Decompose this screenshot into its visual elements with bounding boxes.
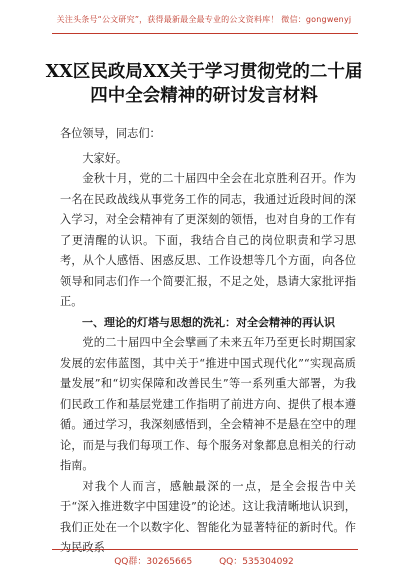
greeting: 大家好。 <box>82 151 128 165</box>
section-paragraph-2: 对我个人而言，感触最深的一点，是全会报告中关于“深入推进数字中国建设”的论述。这让我清晰地认识到，我们正处在一个以数字化、智能化为显著特征的新时代。作为民政系 <box>60 479 356 554</box>
section-paragraph-1: 党的二十届四中全会擘画了未来五年乃至更长时期国家发展的宏伟蓝图，其中关于“推进中国式现代化”“实现高质量发展”和“切实保障和改善民生”等一系列重大部署，为我们民政工作和基层党建工作指明了前进方向、提供了根本遵循。通过学习，我深刻感悟到，全会精神不是悬在空中的理论，而是与我们每项工作、每个服务对象都息息相关的行动指南。 <box>60 336 356 472</box>
footer-contact <box>0 554 408 567</box>
section-heading: 一、理论的灯塔与思想的洗礼：对全会精神的再认识 <box>82 315 335 329</box>
footer-qq: QQ：535304092 <box>219 557 294 567</box>
footer-qq-group: QQ群：30265665 <box>114 557 193 567</box>
header-note: 关注头条号“公文研究”，获得最新最全最专业的公文资料库！ 微信：gongwenyj <box>56 15 352 24</box>
document-title: XX区民政局XX关于学习贯彻党的二十届四中全会精神的研讨发言材料 <box>45 62 363 106</box>
header-divider <box>52 33 358 34</box>
footer-divider <box>52 549 358 550</box>
document-body <box>60 124 356 559</box>
salutation: 各位领导，同志们： <box>60 127 161 140</box>
intro-paragraph: 金秋十月，党的二十届四中全会在北京胜利召开。作为一名在民政战线从事党务工作的同志，我通过近段时间的深入学习，对全会精神有了更深刻的领悟，也对自身的工作有了更清醒的认识。下面，我结合自己的岗位职责和学习思考，从个人感悟、困惑反思、工作设想等几个方面，向各位领导和同志们作一个简要汇报，不足之处，恳请大家批评指正。 <box>60 172 356 308</box>
